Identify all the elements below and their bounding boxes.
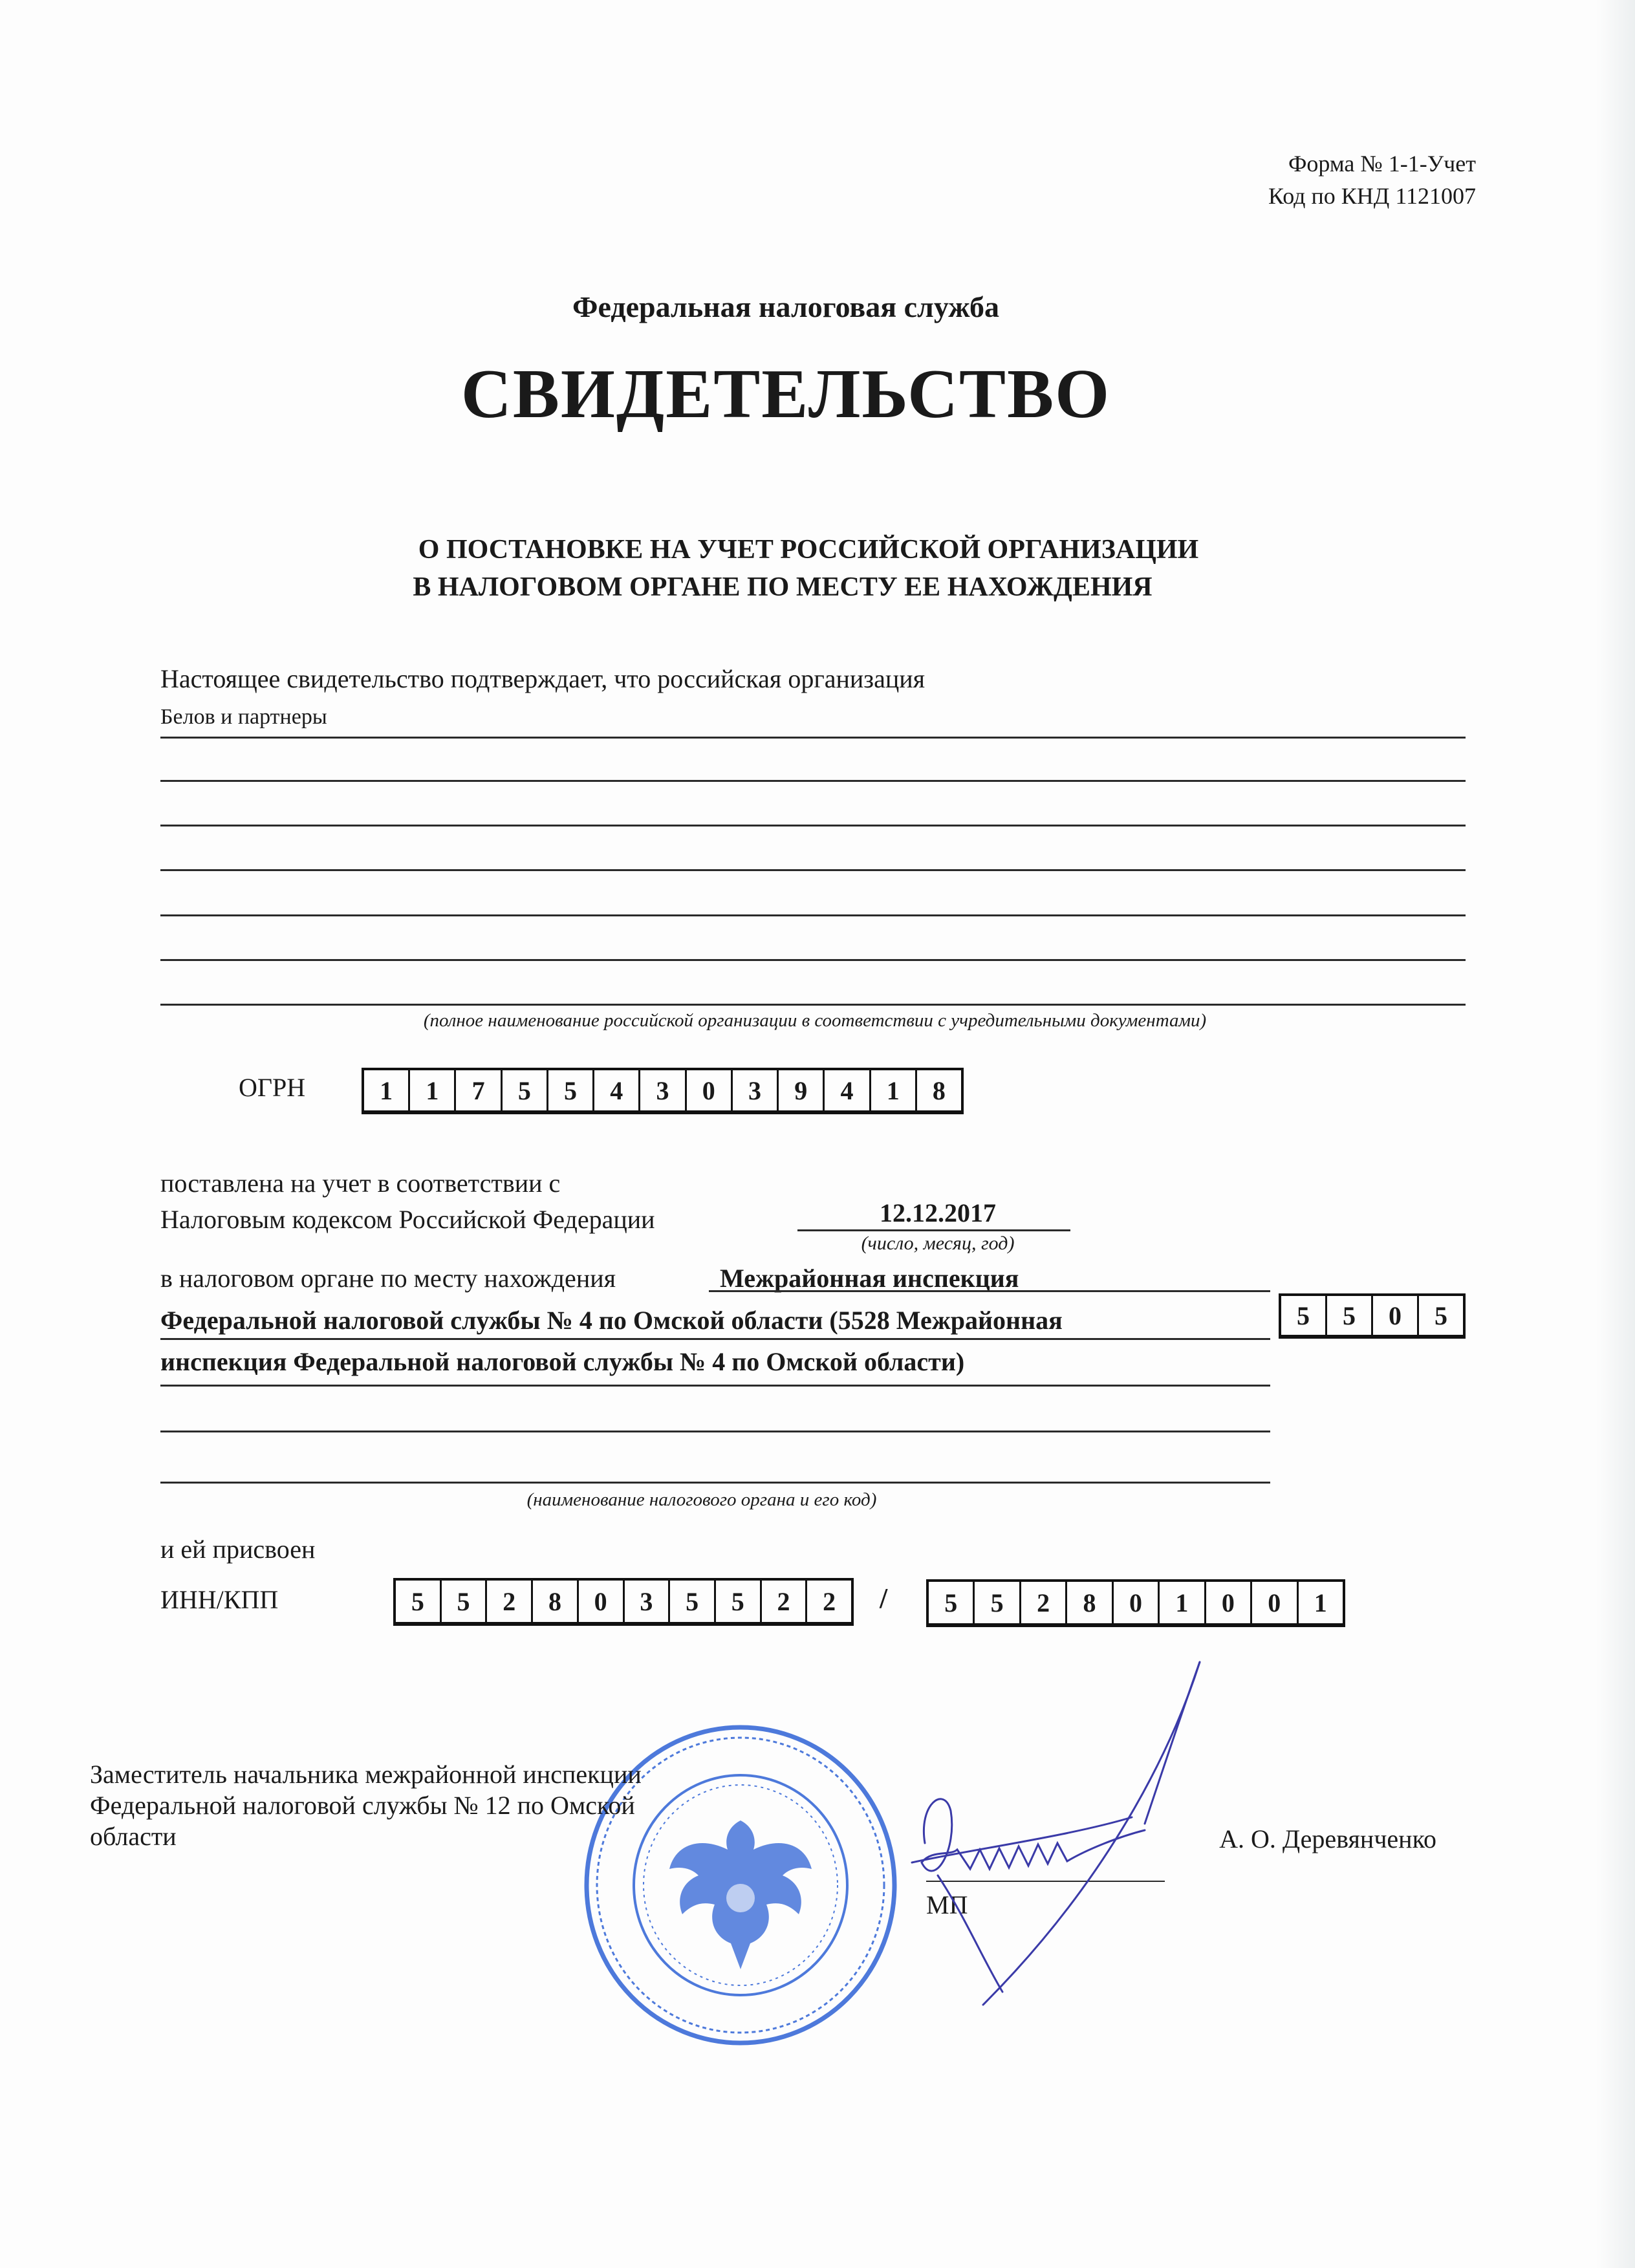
digit-cell: 0 <box>685 1070 731 1110</box>
signer-position-line-2: Федеральной налоговой службы № 12 по Омской <box>90 1791 635 1820</box>
digit-cell: 1 <box>380 1075 393 1105</box>
digit-cell: 5 <box>440 1581 486 1622</box>
digit-cell: 5 <box>973 1582 1019 1623</box>
inn-kpp-label: ИНН/КПП <box>160 1585 279 1614</box>
digit-cell: 5 <box>501 1070 547 1110</box>
signer-name: А. О. Деревянченко <box>1219 1824 1436 1853</box>
assigned-intro: и ей присвоен <box>160 1535 316 1564</box>
name-line <box>160 737 1466 739</box>
handwritten-signature <box>873 1656 1235 2044</box>
digit-cell: 1 <box>1297 1582 1343 1623</box>
registration-date: 12.12.2017 <box>880 1198 996 1227</box>
agency-name: Федеральная налоговая служба <box>572 290 999 323</box>
digit-cell: 5 <box>1297 1301 1310 1330</box>
digit-cell: 5 <box>547 1070 592 1110</box>
authority-line <box>160 1431 1270 1432</box>
digit-cell: 5 <box>411 1586 424 1616</box>
form-number: Форма № 1-1-Учет <box>1288 151 1476 177</box>
digit-cell: 5 <box>668 1581 714 1622</box>
name-line <box>160 959 1466 961</box>
eagle-emblem-icon <box>669 1820 812 1969</box>
tax-authority-name-line-3: инспекция Федеральной налоговой службы № 4 по Омской области) <box>160 1347 965 1376</box>
date-line <box>797 1229 1070 1231</box>
knd-code: Код по КНД 1121007 <box>1268 183 1476 209</box>
digit-cell: 0 <box>1250 1582 1296 1623</box>
ogrn-label: ОГРН <box>239 1073 306 1102</box>
digit-cell: 2 <box>760 1581 806 1622</box>
organization-name: Белов и партнеры <box>160 705 327 729</box>
subtitle-line-2: В НАЛОГОВОМ ОРГАНЕ ПО МЕСТУ ЕЕ НАХОЖДЕНИЯ <box>413 572 1153 602</box>
digit-cell: 3 <box>638 1070 684 1110</box>
digit-cell: 5 <box>1325 1296 1371 1335</box>
digit-cell: 8 <box>1065 1582 1111 1623</box>
name-line <box>160 780 1466 782</box>
tax-authority-caption: (наименование налогового органа и его код) <box>526 1489 877 1510</box>
registration-line-2: Налоговым кодексом Российской Федерации <box>160 1205 655 1234</box>
digit-cell: 3 <box>731 1070 777 1110</box>
digit-cell: 9 <box>777 1070 823 1110</box>
tax-authority-name-line-1: Межрайонная инспекция <box>720 1264 1019 1293</box>
digit-cell: 5 <box>944 1588 958 1617</box>
digit-cell: 2 <box>805 1581 851 1622</box>
tax-authority-name-line-2: Федеральной налоговой службы № 4 по Омской области (5528 Межрайонная <box>160 1306 1063 1335</box>
name-line <box>160 869 1466 871</box>
name-line <box>160 914 1466 916</box>
digit-cell: 0 <box>1204 1582 1250 1623</box>
digit-cell: 4 <box>592 1070 638 1110</box>
digit-cell: 2 <box>485 1581 531 1622</box>
stamp-place-label: МП <box>926 1890 968 1919</box>
date-caption: (число, месяц, год) <box>861 1233 1015 1254</box>
subtitle-line-1: О ПОСТАНОВКЕ НА УЧЕТ РОССИЙСКОЙ ОРГАНИЗАЦИИ <box>418 535 1199 565</box>
digit-cell: 5 <box>1417 1296 1463 1335</box>
ogrn-boxes <box>362 1068 964 1114</box>
scan-edge-shadow <box>1596 0 1635 2268</box>
digit-cell: 2 <box>1019 1582 1065 1623</box>
digit-cell: 8 <box>531 1581 577 1622</box>
organization-caption: (полное наименование российской организации в соответствии с учредительными документами) <box>423 1010 1207 1031</box>
digit-cell: 1 <box>408 1070 454 1110</box>
digit-cell: 0 <box>1371 1296 1417 1335</box>
name-line <box>160 825 1466 826</box>
intro-text: Настоящее свидетельство подтверждает, что российская организация <box>160 664 926 693</box>
digit-cell: 8 <box>915 1070 961 1110</box>
name-line <box>160 1004 1466 1006</box>
inn-kpp-separator: / <box>880 1582 888 1614</box>
digit-cell: 1 <box>1158 1582 1204 1623</box>
registration-line-1: поставлена на учет в соответствии с <box>160 1169 561 1198</box>
digit-cell: 7 <box>454 1070 500 1110</box>
authority-line <box>160 1385 1270 1387</box>
digit-cell: 0 <box>577 1581 623 1622</box>
digit-cell: 1 <box>869 1070 915 1110</box>
inn-boxes <box>393 1578 854 1626</box>
tax-authority-code-boxes <box>1279 1293 1466 1339</box>
signer-position-line-3: области <box>90 1822 177 1851</box>
authority-line <box>160 1338 1270 1340</box>
digit-cell: 5 <box>714 1581 760 1622</box>
tax-authority-intro: в налоговом органе по месту нахождения <box>160 1264 616 1293</box>
digit-cell: 4 <box>823 1070 869 1110</box>
digit-cell: 3 <box>623 1581 669 1622</box>
document-title: СВИДЕТЕЛЬСТВО <box>460 356 1111 433</box>
kpp-boxes <box>926 1579 1345 1627</box>
authority-line <box>160 1482 1270 1484</box>
signer-position-line-1: Заместитель начальника межрайонной инспекции <box>90 1760 642 1789</box>
digit-cell: 0 <box>1112 1582 1158 1623</box>
authority-line <box>709 1290 1270 1292</box>
